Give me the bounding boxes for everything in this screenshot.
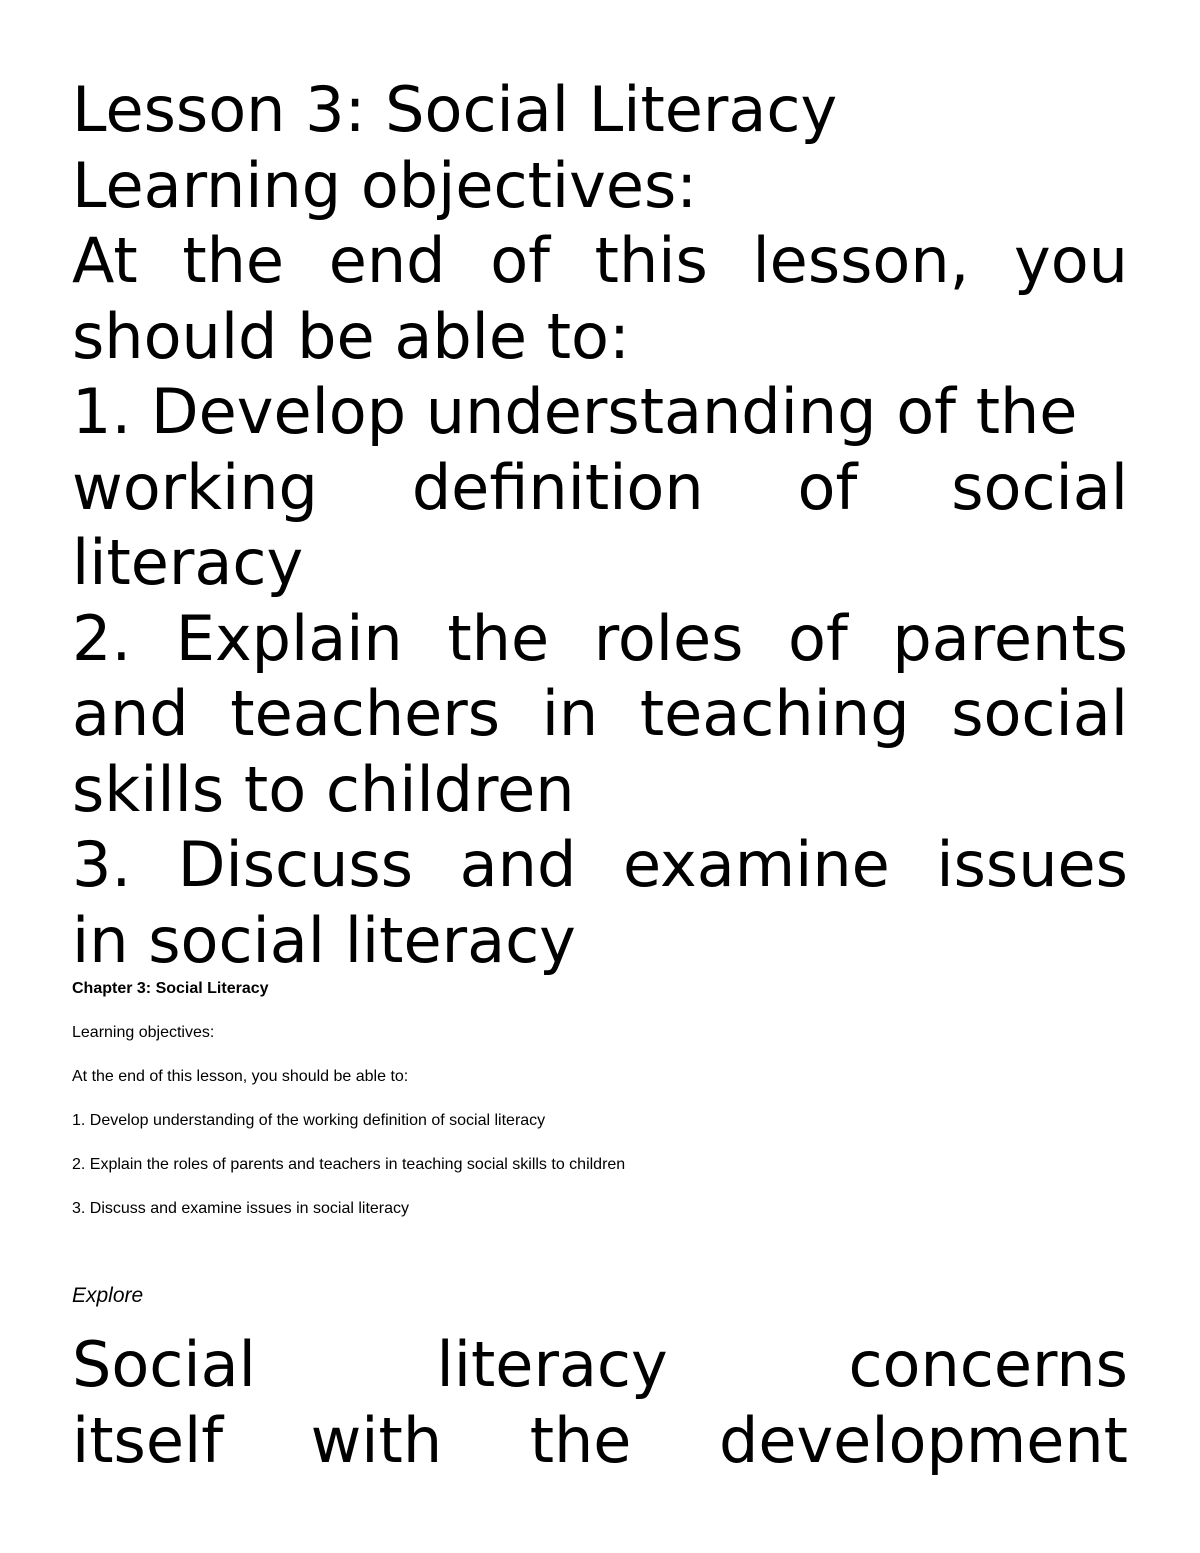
small-objectives-label: Learning objectives: xyxy=(72,1024,215,1041)
word: and xyxy=(72,677,189,750)
objectives-label: Learning objectives: xyxy=(72,148,698,222)
objective-1-line-2 xyxy=(72,450,1128,526)
objective-3-line-1 xyxy=(72,827,1128,903)
word: the xyxy=(182,224,285,297)
word: 2. xyxy=(72,601,132,675)
objective-2-line-1 xyxy=(72,601,1128,677)
objective-2-line-2 xyxy=(72,676,1128,752)
word: roles xyxy=(593,601,744,675)
word: issues xyxy=(936,828,1128,901)
intro-line-1 xyxy=(72,223,1128,299)
word: concerns xyxy=(848,1328,1128,1401)
chapter-title: Chapter 3: Social Literacy xyxy=(72,980,269,997)
explore-body xyxy=(72,1327,1128,1478)
small-objective-2: 2. Explain the roles of parents and teachers in teaching social skills to children xyxy=(72,1156,626,1173)
small-objective-1: 1. Develop understanding of the working definition of social literacy xyxy=(72,1112,546,1129)
word: and xyxy=(459,828,577,901)
explore-line-1 xyxy=(72,1327,1128,1403)
word: teachers xyxy=(230,677,501,750)
word: parents xyxy=(892,601,1128,675)
lesson-title: Lesson 3: Social Literacy xyxy=(72,73,838,146)
word: the xyxy=(447,601,550,675)
explore-heading: Explore xyxy=(72,1284,144,1307)
objective-1-line-3: literacy xyxy=(72,526,304,599)
objective-2-line-3: skills to children xyxy=(72,752,575,826)
word: definition xyxy=(411,450,704,524)
large-text-section xyxy=(72,72,1128,978)
word: end xyxy=(328,224,446,297)
objective-1-line-1: 1. Develop understanding of the xyxy=(72,375,1078,448)
objective-3-line-2: in social literacy xyxy=(72,903,576,977)
small-text-section xyxy=(72,978,1128,1242)
word: the xyxy=(529,1403,632,1477)
word: this xyxy=(594,224,708,297)
word: with xyxy=(310,1403,443,1477)
word: of xyxy=(490,224,550,297)
word: examine xyxy=(622,828,890,901)
word: social xyxy=(951,677,1128,750)
word: in xyxy=(541,677,599,750)
explore-line-2 xyxy=(72,1403,1128,1479)
word: lesson, xyxy=(752,224,970,297)
word: Explain xyxy=(175,601,403,675)
word: 3. xyxy=(72,828,132,901)
word: Discuss xyxy=(177,828,414,901)
word: Social xyxy=(72,1328,256,1401)
word: you xyxy=(1014,224,1128,297)
small-objective-3: 3. Discuss and examine issues in social literacy xyxy=(72,1200,410,1217)
word: At xyxy=(72,224,138,297)
word: development xyxy=(718,1403,1128,1477)
intro-line-2: should be able to: xyxy=(72,299,630,373)
small-intro: At the end of this lesson, you should be able to: xyxy=(72,1068,409,1085)
word: of xyxy=(797,450,858,524)
word: itself xyxy=(72,1403,224,1477)
word: teaching xyxy=(639,677,910,750)
word: social xyxy=(951,450,1128,524)
word: of xyxy=(788,601,848,675)
word: literacy xyxy=(436,1328,668,1401)
word: working xyxy=(72,450,318,524)
